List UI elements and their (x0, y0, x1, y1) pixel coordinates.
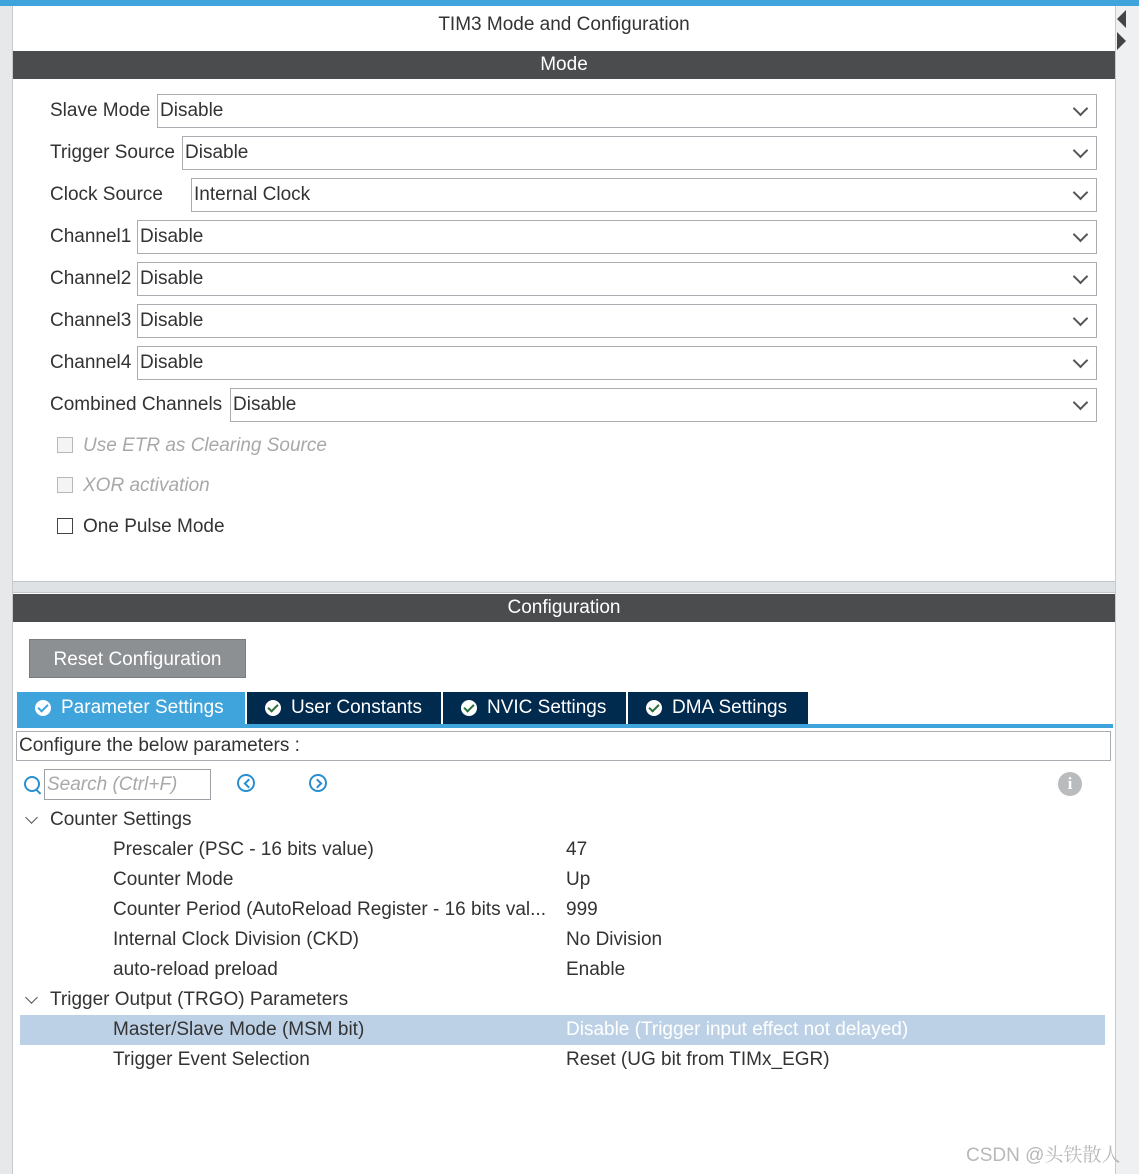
channel2-label: Channel2 (50, 268, 132, 289)
chevron-down-icon (1073, 269, 1089, 285)
clock-source-value: Internal Clock (194, 184, 311, 205)
slave-mode-select[interactable] (157, 94, 1097, 128)
previous-result-icon[interactable] (237, 774, 255, 792)
one-pulse-mode-checkbox[interactable] (57, 518, 73, 534)
group-label: Counter Settings (50, 809, 192, 830)
table-row[interactable] (20, 1045, 1105, 1075)
xor-activation-checkbox (57, 477, 73, 493)
slave-mode-label: Slave Mode (50, 100, 151, 121)
configure-description: Configure the below parameters : (16, 731, 1111, 761)
channel2-select[interactable] (137, 262, 1097, 296)
one-pulse-mode-label[interactable]: One Pulse Mode (83, 516, 225, 537)
xor-activation-label: XOR activation (83, 475, 210, 496)
left-panel-edge (0, 6, 13, 1174)
configuration-section-header: Configuration (13, 594, 1115, 622)
table-row[interactable] (20, 895, 1105, 925)
param-name: Prescaler (PSC - 16 bits value) (113, 839, 374, 860)
collapse-right-icon[interactable] (1117, 32, 1126, 50)
tab-label: User Constants (291, 697, 422, 718)
param-name: Master/Slave Mode (MSM bit) (113, 1019, 365, 1040)
param-value[interactable]: 999 (566, 899, 598, 920)
table-row[interactable] (20, 925, 1105, 955)
trigger-source-label: Trigger Source (50, 142, 175, 163)
tab-dma-settings[interactable] (628, 692, 808, 724)
search-icon (24, 776, 40, 792)
channel3-label: Channel3 (50, 310, 132, 331)
watermark: CSDN @头铁散人 (966, 1145, 1121, 1166)
chevron-down-icon[interactable] (25, 991, 38, 1004)
chevron-down-icon (1073, 185, 1089, 201)
check-circle-icon (35, 700, 51, 716)
check-circle-icon (461, 700, 477, 716)
param-name: Internal Clock Division (CKD) (113, 929, 360, 950)
clock-source-select[interactable] (191, 178, 1097, 212)
combined-channels-value: Disable (233, 394, 297, 415)
tab-underline (17, 724, 1113, 728)
combined-channels-select[interactable] (230, 388, 1097, 422)
param-value[interactable]: 47 (566, 839, 588, 860)
check-circle-icon (646, 700, 662, 716)
channel1-label: Channel1 (50, 226, 132, 247)
param-name: Counter Period (AutoReload Register - 16 bits val... (113, 899, 546, 920)
tab-label: Parameter Settings (61, 697, 224, 718)
param-name: auto-reload preload (113, 959, 278, 980)
tab-parameter-settings[interactable] (17, 692, 245, 724)
tab-label: NVIC Settings (487, 697, 607, 718)
trigger-source-value: Disable (185, 142, 249, 163)
chevron-down-icon (1073, 395, 1089, 411)
tab-label: DMA Settings (672, 697, 788, 718)
combined-channels-label: Combined Channels (50, 394, 223, 415)
mode-section-header: Mode (13, 51, 1115, 79)
channel3-value: Disable (140, 310, 204, 331)
info-icon[interactable]: i (1058, 772, 1082, 796)
table-row[interactable] (20, 955, 1105, 985)
clock-source-label: Clock Source (50, 184, 163, 205)
trigger-source-select[interactable] (182, 136, 1097, 170)
chevron-down-icon (1073, 311, 1089, 327)
use-etr-label: Use ETR as Clearing Source (83, 435, 327, 456)
next-result-icon[interactable] (309, 774, 327, 792)
channel4-value: Disable (140, 352, 204, 373)
chevron-down-icon[interactable] (25, 811, 38, 824)
tab-user-constants[interactable] (247, 692, 441, 724)
chevron-down-icon (1073, 143, 1089, 159)
chevron-down-icon (1073, 101, 1089, 117)
chevron-down-icon (1073, 227, 1089, 243)
table-row[interactable] (20, 835, 1105, 865)
channel4-label: Channel4 (50, 352, 132, 373)
window-accent-bar (0, 0, 1139, 6)
channel1-select[interactable] (137, 220, 1097, 254)
collapse-left-icon[interactable] (1117, 10, 1126, 28)
section-splitter[interactable] (13, 581, 1115, 593)
table-row[interactable] (20, 1015, 1105, 1045)
param-value[interactable]: No Division (566, 929, 663, 950)
table-row[interactable] (20, 865, 1105, 895)
param-value[interactable]: Enable (566, 959, 626, 980)
param-name: Counter Mode (113, 869, 234, 890)
param-name: Trigger Event Selection (113, 1049, 310, 1070)
group-label: Trigger Output (TRGO) Parameters (50, 989, 349, 1010)
use-etr-checkbox (57, 437, 73, 453)
reset-configuration-button[interactable]: Reset Configuration (29, 639, 246, 678)
chevron-down-icon (1073, 353, 1089, 369)
param-value[interactable]: Up (566, 869, 591, 890)
param-value[interactable]: Disable (Trigger input effect not delayed) (566, 1019, 909, 1040)
channel2-value: Disable (140, 268, 204, 289)
channel1-value: Disable (140, 226, 204, 247)
channel3-select[interactable] (137, 304, 1097, 338)
channel4-select[interactable] (137, 346, 1097, 380)
param-value[interactable]: Reset (UG bit from TIMx_EGR) (566, 1049, 830, 1070)
search-input[interactable] (44, 769, 211, 800)
panel-title: TIM3 Mode and Configuration (438, 14, 690, 35)
tab-nvic-settings[interactable] (443, 692, 626, 724)
check-circle-icon (265, 700, 281, 716)
slave-mode-value: Disable (160, 100, 224, 121)
right-panel-edge (1115, 6, 1139, 1174)
